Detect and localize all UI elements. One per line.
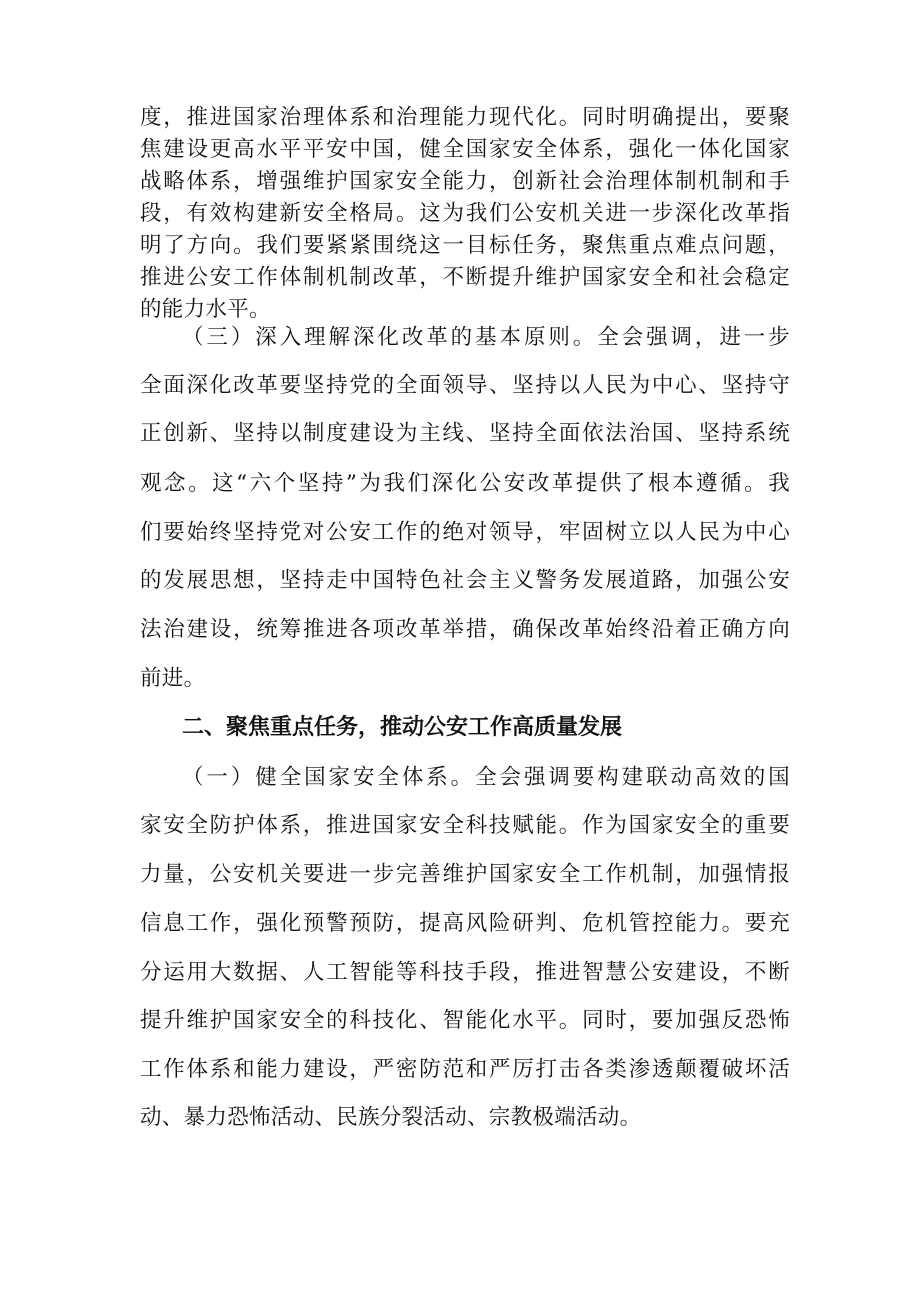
text-line: 工作体系和能力建设，严密防范和严厉打击各类渗透颠覆破坏活 [140, 1057, 790, 1082]
text-line: 的发展思想，坚持走中国特色社会主义警务发展道路，加强公安 [140, 568, 790, 593]
text-line: 正创新、坚持以制度建设为主线、坚持全面依法治国、坚持系统 [140, 421, 790, 446]
text-line: 度，推进国家治理体系和治理能力现代化。同时明确提出，要聚 [140, 105, 790, 130]
text-line: （一）健全国家安全体系。全会强调要构建联动高效的国 [182, 765, 790, 790]
text-line: 分运用大数据、人工智能等科技手段，推进智慧公安建设，不断 [140, 960, 790, 985]
text-line: 的能力水平。 [140, 297, 271, 322]
text-line: 动、暴力恐怖活动、民族分裂活动、宗教极端活动。 [140, 1105, 642, 1130]
text-line: 提升维护国家安全的科技化、智能化水平。同时，要加强反恐怖 [140, 1008, 790, 1033]
text-line: 焦建设更高水平平安中国，健全国家安全体系，强化一体化国家 [140, 137, 790, 162]
text-line: 段，有效构建新安全格局。这为我们公安机关进一步深化改革指 [140, 201, 790, 226]
text-line: 信息工作，强化预警预防，提高风险研判、危机管控能力。要充 [140, 911, 790, 936]
text-line: 法治建设，统筹推进各项改革举措，确保改革始终沿着正确方向 [140, 617, 790, 642]
text-line: 家安全防护体系，推进国家安全科技赋能。作为国家安全的重要 [140, 813, 790, 838]
text-line: 力量，公安机关要进一步完善维护国家安全工作机制，加强情报 [140, 862, 790, 887]
text-line: 战略体系，增强维护国家安全能力，创新社会治理体制机制和手 [140, 169, 790, 194]
text-line: 观念。这“六个坚持”为我们深化公安改革提供了根本遵循。我 [140, 471, 790, 496]
text-line: 前进。 [140, 666, 206, 691]
text-line: 明了方向。我们要紧紧围绕这一目标任务，聚焦重点难点问题， [140, 233, 790, 258]
section-heading: 二、聚焦重点任务，推动公安工作高质量发展 [182, 715, 623, 740]
text-line: 全面深化改革要坚持党的全面领导、坚持以人民为中心、坚持守 [140, 373, 790, 398]
text-line: 们要始终坚持党对公安工作的绝对领导，牢固树立以人民为中心 [140, 520, 790, 545]
text-line: （三）深入理解深化改革的基本原则。全会强调，进一步 [182, 325, 790, 350]
text-line: 推进公安工作体制机制改革，不断提升维护国家安全和社会稳定 [140, 265, 790, 290]
